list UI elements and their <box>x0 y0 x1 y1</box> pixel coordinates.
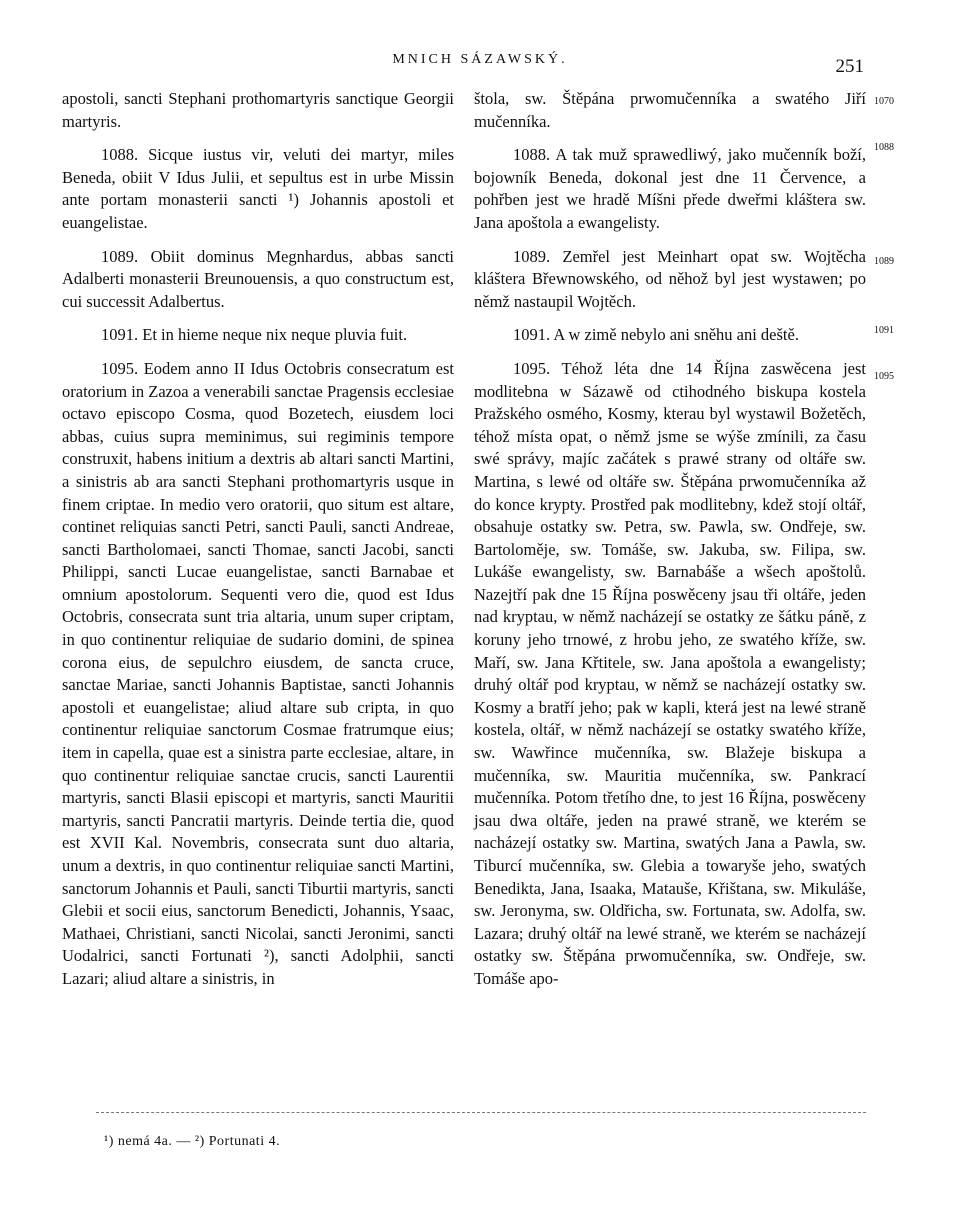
footnote-divider <box>96 1112 866 1113</box>
latin-text-column <box>62 88 454 991</box>
margin-year: 1089 <box>874 256 894 267</box>
latin-paragraph: apostoli, sancti Stephani prothomartyris sanctique Georgii martyris. <box>62 89 454 131</box>
latin-paragraph-1095: 1095. Eodem anno II Idus Octobris consecratum est oratorium in Zazoa a venerabili sanctae Pragensis ecclesiae octavo episcopo Cosma, quod Bozetech, eiusdem loci abbas, cuius supra meminimus, sui regiminis tempore construxit, habens initium a dextris ab altari sancti Martini, a sinistris ab ara sancti Stephani prothomartyris usque in finem criptae. In medio vero oratorii, quo situm est altare, continet reliquias sancti Petri, sancti Pauli, sancti Andreae, sancti Bartholomaei, sancti Thomae, sancti Jacobi, sancti Philippi, sancti Lucae euangelistae, sancti Barnabae et omnium apostolorum. Sequenti vero die, quod est Idus Octobris, consecrata sunt tria altaria, unum super criptam, in quo continentur reliquiae de sudario domini, de spinea corona eius, de sepulchro eiusdem, de sancta cruce, sanctae Mariae, sancti Johannis Baptistae, sancti Johannis apostoli et euangelistae; aliud altare sub cripta, in quo continentur reliquiae sanctorum Cosmae fratrumque eius; item in capella, quae est a sinistra parte ecclesiae, altare, in quo continentur reliquiae sanctae crucis, sancti Laurentii martyris, sancti Blasii episcopi et martyris, sancti Mauritii martyris, sancti Pancratii martyris. Deinde tertia die, quod est XVII Kal. Novembris, consecrata sunt duo altaria, unum a dextris, in quo continentur reliquiae sancti Martini, sanctorum Johannis et Pauli, sancti Tiburtii martyris, sancti Glebii et socii eius, sanctorum Benedicti, Johannis, Ysaac, Mathaei, Christiani, sancti Nicolai, sancti Jeronimi, sancti Uodalrici, sancti Fortunati ²), sancti Adolphii, sancti Lazari; aliud altare a sinistris, in <box>62 358 454 988</box>
czech-paragraph-1089: 1089. Zemřel jest Meinhart opat sw. Wojtěcha kláštera Břewnowského, od něhož byl jest wystawen; po němž nastaupil Wojtěch. <box>474 246 866 311</box>
margin-year: 1088 <box>874 142 894 153</box>
latin-paragraph-1088: 1088. Sicque iustus vir, veluti dei martyr, miles Beneda, obiit V Idus Julii, et sepultus est in urbe Missin ante portam monasterii sancti ¹) Johannis apostoli et euangelistae. <box>62 145 454 232</box>
footnotes: ¹) nemá 4a. — ²) Portunati 4. <box>104 1134 281 1149</box>
margin-year: 1095 <box>874 371 894 382</box>
latin-paragraph-1089: 1089. Obiit dominus Megnhardus, abbas sancti Adalberti monasterii Breunouensis, a quo constructum est, cui successit Adalbertus. <box>62 246 454 311</box>
latin-paragraph-1091: 1091. Et in hieme neque nix neque pluvia fuit. <box>101 325 408 345</box>
czech-paragraph-1091: 1091. A w zimě nebylo ani sněhu ani deště. <box>513 325 799 345</box>
margin-year: 1070 <box>874 96 894 107</box>
running-title: MNICH SÁZAWSKÝ. <box>392 52 568 67</box>
czech-text-column <box>474 88 866 991</box>
czech-paragraph-1088: 1088. A tak muž sprawedliwý, jako mučenník boží, bojowník Beneda, dokonal jest dne 11 Července, a pohřben jest we hradě Míšni přede dweřmi kláštera sw. Jana apoštola a ewangelisty. <box>474 145 866 232</box>
page-header <box>0 50 960 80</box>
czech-paragraph-1095: 1095. Téhož léta dne 14 Října zaswěcena jest modlitebna w Sázawě od ctihodného biskupa kostela Pražského osmého, Kosmy, kterau byl wystawil Božetěch, téhož místa opat, o němž jsme se wýše zmínili, za času swé správy, majíc začátek s prawé strany od oltáře sw. Martina, s lewé od oltáře sw. Štěpána prwomučenníka až do konce krypty. Prostřed pak modlitebny, kdež stojí oltář, obsahuje ostatky sw. Petra, sw. Pawla, sw. Ondřeje, sw. Bartoloměje, sw. Tomáše, sw. Jakuba, sw. Filipa, sw. Lukáše ewangelisty, sw. Barnabáše a wšech apoštolů. Nazejtří pak dne 15 Října poswěceny jsau tři oltáře, jeden nad kryptau, w němž nacházejí se ostatky ze šátku páně, z koruny jeho trnowé, z hrobu jeho, ze swatého kříže, sw. Maří, sw. Jana Křtitele, sw. Jana apoštola a ewangelisty; druhý oltář pod kryptau, w němž se nacházejí ostatky sw. Kosmy a bratří jeho; pak w kapli, která jest na lewé straně kostela, oltář, w němž nacházejí se ostatky swatého kříže, sw. Wawřince mučenníka, sw. Blažeje biskupa a mučenníka, sw. Mauritia mučenníka, sw. Pankrací mučenníka. Potom třetího dne, to jest 16 Října, poswěceny jsau dwa oltáře, jeden na prawé straně, we kterém se nacházejí ostatky sw. Martina, swatých Jana a Pawla, sw. Tiburcí mučenníka, sw. Glebia a towaryše jeho, swatých Benedikta, Jana, Isaaka, Matauše, Křištana, sw. Mikuláše, sw. Jeronyma, sw. Oldřicha, sw. Fortunata, sw. Adolfa, sw. Lazara; druhý oltář na lewé straně, we kterém se nacházejí ostatky sw. Štěpána prwomučenníka, sw. Ondřeje, sw. Tomáše apo- <box>474 358 866 988</box>
page-number: 251 <box>835 56 864 77</box>
margin-year: 1091 <box>874 325 894 336</box>
czech-paragraph: štola, sw. Štěpána prwomučenníka a swatého Jiří mučenníka. <box>474 89 866 131</box>
